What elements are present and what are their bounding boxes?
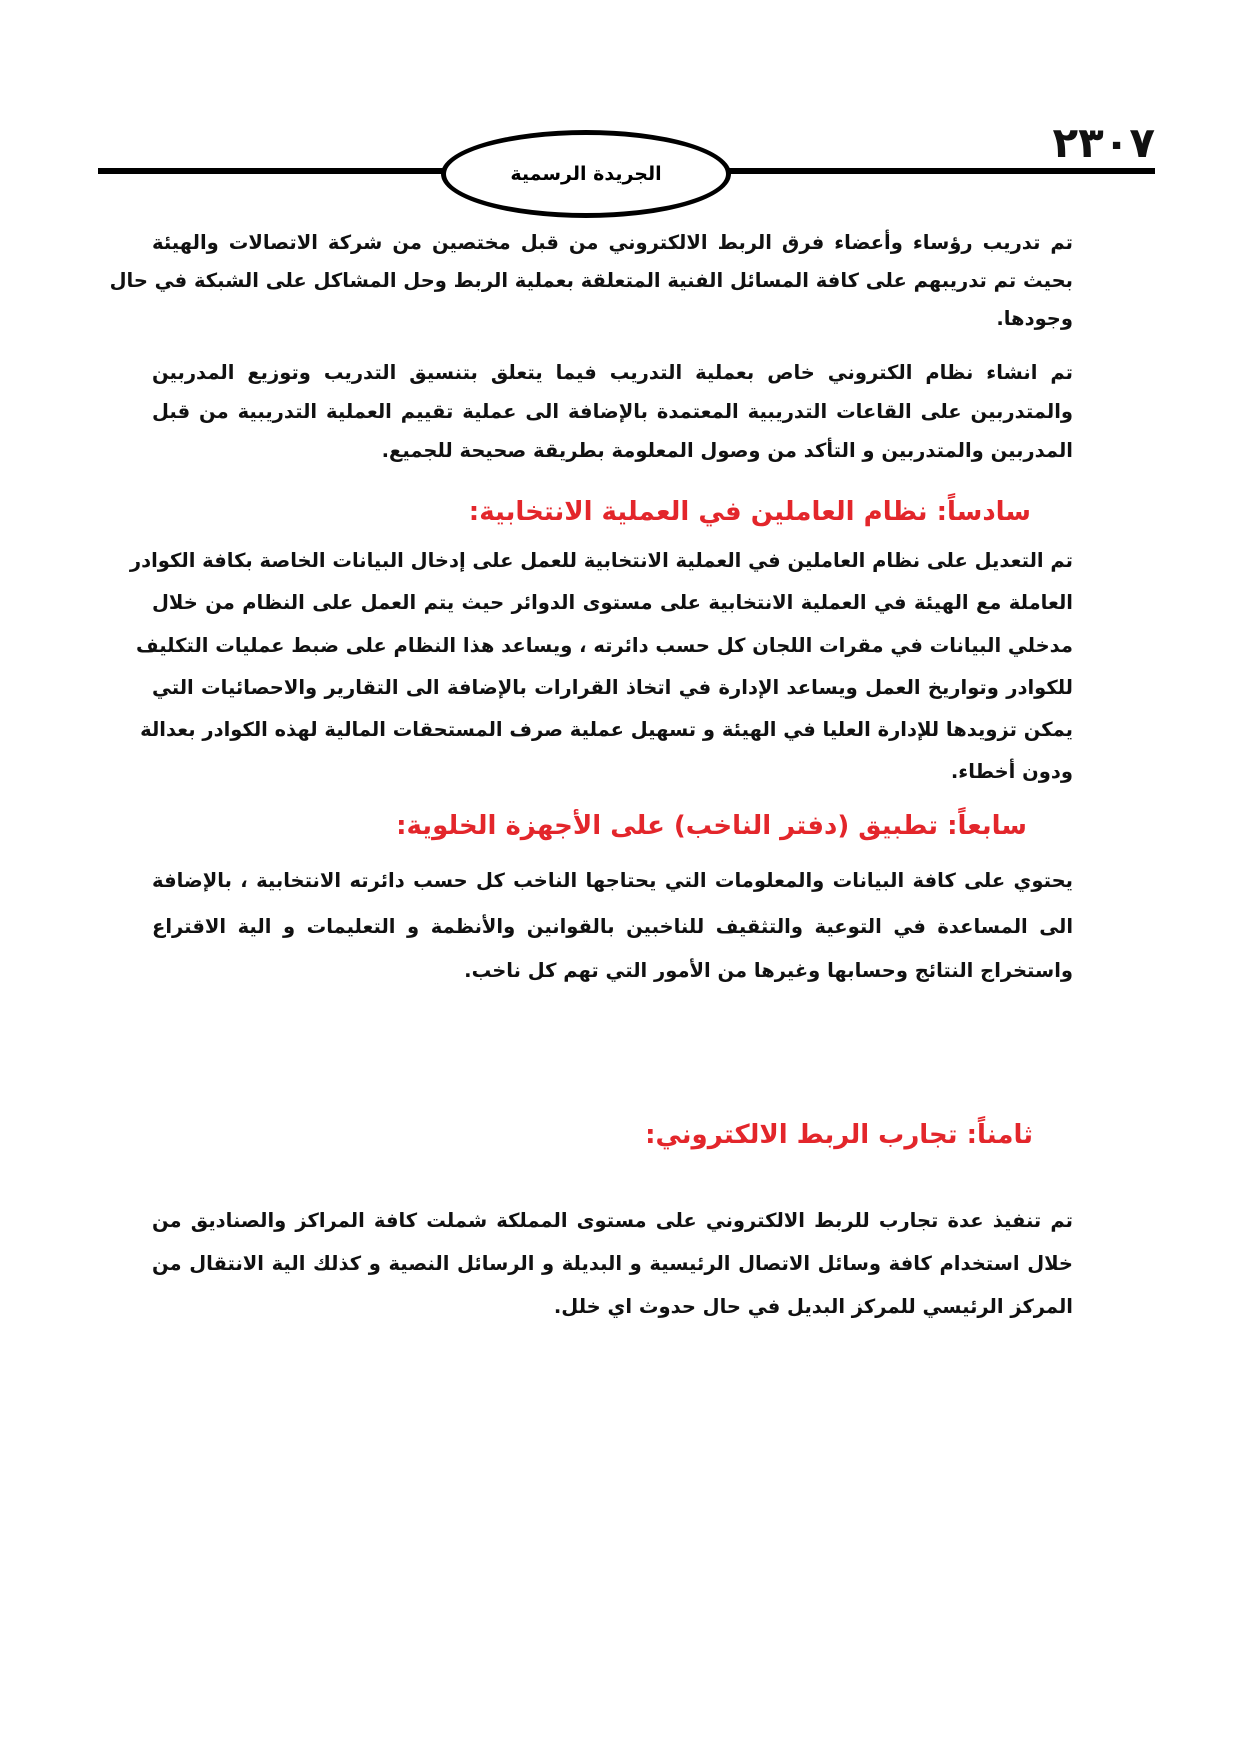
text-line: والمتدربين على القاعات التدريبية المعتمدة بالإضافة الى عملية تقييم العملية التدريبية من قبل (152, 400, 1073, 423)
text-line: المركز الرئيسي للمركز البديل في حال حدوث اي خلل. (553, 1295, 1073, 1318)
text-line: يحتوي على كافة البيانات والمعلومات التي يحتاجها الناخب كل حسب دائرته الانتخابية ، بالإضافة (152, 869, 1073, 892)
text-line: الى المساعدة في التوعية والتثقيف للناخبين بالقوانين والأنظمة و التعليمات و الية الاقتراع (152, 915, 1073, 938)
text-line: تم تدريب رؤساء وأعضاء فرق الربط الالكتروني من قبل مختصين من شركة الاتصالات والهيئة (152, 231, 1073, 254)
text-line: يمكن تزويدها للإدارة العليا في الهيئة و تسهيل عملية صرف المستحقات المالية لهذه الكوادر بعدالة (140, 718, 1073, 741)
text-line: المدربين والمتدربين و التأكد من وصول المعلومة بطريقة صحيحة للجميع. (381, 439, 1073, 462)
text-line: العاملة مع الهيئة في العملية الانتخابية على مستوى الدوائر حيث يتم العمل على النظام من خلال (152, 591, 1073, 614)
text-line: ودون أخطاء. (950, 760, 1073, 783)
text-line: خلال استخدام كافة وسائل الاتصال الرئيسية و البديلة و الرسائل النصية و كذلك الية الانتقال من (152, 1252, 1073, 1275)
text-line: تم انشاء نظام الكتروني خاص بعملية التدريب فيما يتعلق بتنسيق التدريب وتوزيع المدربين (152, 361, 1073, 384)
text-line: بحيث تم تدريبهم على كافة المسائل الفنية المتعلقة بعملية الربط وحل المشاكل على الشبكة في حال (109, 269, 1073, 292)
text-line: وجودها. (996, 307, 1073, 330)
text-line: مدخلي البيانات في مقرات اللجان كل حسب دائرته ، ويساعد هذا النظام على ضبط عمليات التكليف (136, 634, 1073, 657)
section-heading-7: سابعاً: تطبيق (دفتر الناخب) على الأجهزة الخلوية: (396, 811, 1027, 841)
text-line: واستخراج النتائج وحسابها وغيرها من الأمور التي تهم كل ناخب. (464, 959, 1073, 982)
journal-title-oval (441, 130, 731, 218)
section-heading-6: سادساً: نظام العاملين في العملية الانتخابية: (468, 497, 1031, 527)
page-number: ٢٣٠٧ (1052, 118, 1155, 167)
section-heading-8: ثامناً: تجارب الربط الالكتروني: (645, 1120, 1033, 1150)
text-line: تم التعديل على نظام العاملين في العملية الانتخابية للعمل على إدخال البيانات الخاصة بكافة الكوادر (129, 549, 1073, 572)
text-line: تم تنفيذ عدة تجارب للربط الالكتروني على مستوى المملكة شملت كافة المراكز والصناديق من (152, 1209, 1073, 1232)
text-line: للكوادر وتواريخ العمل ويساعد الإدارة في اتخاذ القرارات بالإضافة الى التقارير والاحصائيات التي (152, 676, 1073, 699)
journal-title: الجريدة الرسمية (510, 163, 662, 185)
